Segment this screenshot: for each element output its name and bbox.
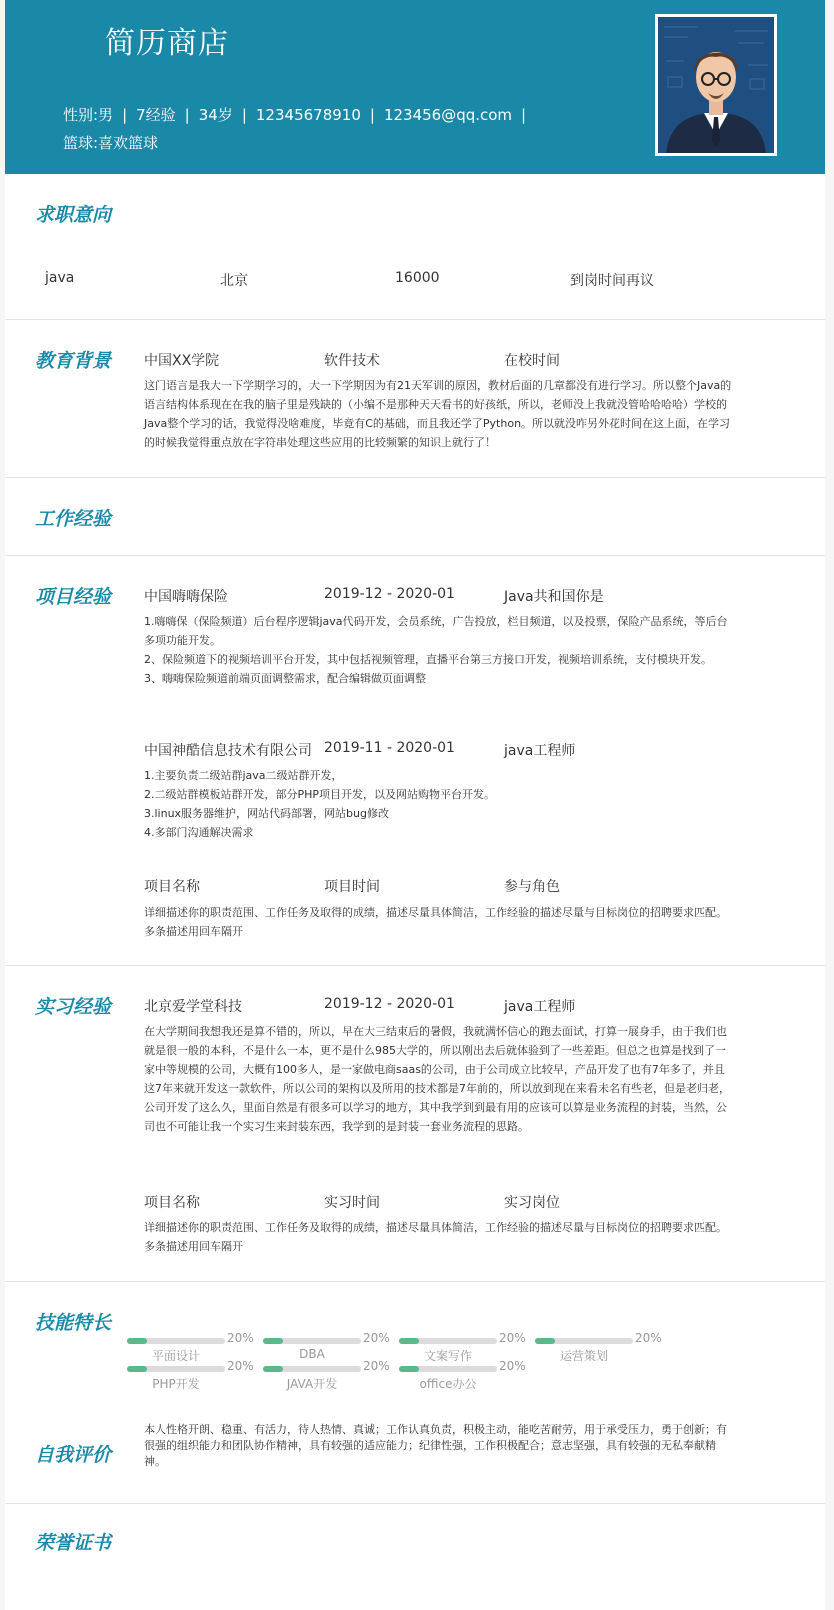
skill-item: [263, 1359, 393, 1392]
self-evaluation-section: [5, 1418, 825, 1504]
separator: |: [184, 106, 190, 124]
avatar-photo: [655, 14, 777, 156]
project-line: 4.多部门沟通解决需求: [144, 826, 254, 839]
skill-progress-track: [263, 1338, 361, 1344]
intent-position: java: [45, 270, 75, 286]
section-title: 自我评价: [35, 1444, 112, 1466]
resume-page: [5, 0, 825, 1610]
project-role: Java共和国你是: [504, 589, 604, 605]
skill-percent: 20%: [363, 1331, 390, 1345]
phone-text: 12345678910: [255, 106, 361, 124]
section-title: 工作经验: [35, 508, 112, 530]
section-title: 项目经验: [35, 586, 112, 608]
skills-section: [5, 1282, 825, 1418]
skill-name: 平面设计: [151, 1349, 200, 1363]
internship-role: java工程师: [504, 999, 576, 1015]
project-line: 3.linux服务器维护，网站代码部署，网站bug修改: [144, 807, 389, 820]
project-line: 1.嗨嗨保（保险频道）后台程序逻辑java代码开发，会员系统，广告投放，栏目频道，以及投票，保险产品系统，等后台多项功能开发。: [144, 615, 728, 647]
skill-name: 文案写作: [423, 1349, 472, 1363]
skill-progress-fill: [127, 1338, 147, 1344]
education-description: 这门语言是我大一下学期学习的，大一下学期因为有21天军训的原因，教材后面的几章都没有进行学习。所以整个Java的语言结构体系现在在我的脑子里是残缺的（小编不是那种天天看书的好孩纸，所以，老师没上我就没管哈哈哈哈）学校的Java整个学习的话，我觉得没啥难度，毕竟有C的基础，而且我还学了Python。所以就没咋另外花时间在这上面，在学习的时候我觉得重点放在字符串处理这些应用的比较频繁的知识上就行了！: [144, 379, 732, 449]
basic-info-line: [63, 104, 535, 125]
section-title: 荣誉证书: [35, 1532, 112, 1554]
skill-percent: 20%: [227, 1359, 254, 1373]
project-line: 1.主要负责二级站群java二级站群开发，: [144, 769, 343, 782]
candidate-name: 简历商店: [105, 26, 229, 61]
self-evaluation-text: 本人性格开朗、稳重、有活力，待人热情、真诚；工作认真负责，积极主动，能吃苦耐劳，用于承受压力，勇于创新；有很强的组织能力和团队协作精神，具有较强的适应能力；纪律性强，工作积极配合；意志坚强，具有较强的无私奉献精神。: [144, 1423, 727, 1468]
separator: |: [122, 106, 128, 124]
skill-progress-track: [127, 1338, 225, 1344]
intent-city: 北京: [220, 273, 248, 289]
hobby-text: 篮球:喜欢篮球: [63, 134, 159, 152]
skill-item: [535, 1331, 665, 1364]
project-role: java工程师: [504, 743, 576, 759]
project-role-placeholder: 参与角色: [504, 879, 560, 895]
skill-name: 运营策划: [559, 1349, 608, 1363]
skill-name: DBA: [299, 1347, 325, 1361]
skill-progress-track: [127, 1366, 225, 1372]
separator: |: [241, 106, 247, 124]
project-line: 详细描述你的职责范围、工作任务及取得的成绩，描述尽量具体简洁，工作经验的描述尽量与目标岗位的招聘要求匹配。多条描述用回车隔开: [144, 906, 727, 938]
project-company: 中国神酷信息技术有限公司: [144, 743, 312, 759]
project-description: [144, 766, 734, 842]
project-line: 3、嗨嗨保险频道前端页面调整需求，配合编辑做页面调整: [144, 672, 426, 685]
project-period: 2019-11 - 2020-01: [324, 740, 455, 756]
skill-progress-track: [263, 1366, 361, 1372]
skill-percent: 20%: [499, 1331, 526, 1345]
skill-progress-fill: [263, 1338, 283, 1344]
intent-arrival: 到岗时间再议: [570, 273, 654, 289]
internship-company: 北京爱学堂科技: [144, 999, 242, 1015]
skill-name: PHP开发: [152, 1377, 200, 1391]
project-description: [144, 612, 734, 688]
honors-section: [5, 1504, 825, 1610]
skill-progress-fill: [127, 1366, 147, 1372]
internship-name-placeholder: 项目名称: [144, 1195, 200, 1211]
skill-percent: 20%: [499, 1359, 526, 1373]
skill-progress-track: [399, 1338, 497, 1344]
resume-header: [5, 0, 825, 174]
skill-name: JAVA开发: [286, 1377, 338, 1391]
study-time: 在校时间: [504, 353, 560, 369]
gender-text: 性别:男: [63, 106, 114, 124]
avatar-illustration: [658, 17, 774, 153]
internship-description: 详细描述你的职责范围、工作任务及取得的成绩，描述尽量具体简洁，工作经验的描述尽量与目标岗位的招聘要求匹配。多条描述用回车隔开: [144, 1221, 727, 1253]
skill-item: [399, 1359, 529, 1392]
skill-percent: 20%: [227, 1331, 254, 1345]
section-title: 求职意向: [35, 204, 112, 226]
intent-salary: 16000: [395, 270, 440, 286]
experience-text: 7经验: [136, 106, 176, 124]
age-text: 34岁: [198, 106, 233, 124]
project-company: 中国嗨嗨保险: [144, 589, 228, 605]
internship-period: 2019-12 - 2020-01: [324, 996, 455, 1012]
section-title: 技能特长: [35, 1312, 112, 1334]
internship-description: 在大学期间我想我还是算不错的，所以，早在大三结束后的暑假，我就满怀信心的跑去面试，打算一展身手，由于我们也就是很一般的本科，不是什么一本，更不是什么985大学的，所以刚出去后就体验到了一些差距。但总之也算是找到了一家中等规模的公司，大概有100多人，是一家做电商saas的公司，由于公司成立比较早，产品开发了也有7年多了，并且这7年来就开发这一款软件，所以公司的架构以及所用的技术都是7年前的，所以放到现在来看未名有些老，但是老归老，公司开发了这么久，里面自然是有很多可以学习的地方，其中我学到到最有用的应该可以算是业务流程的封装，当然，公司也不可能让我一个实习生来封装东西，我学到的是封装一套业务流程的思路。: [144, 1025, 730, 1133]
section-title: 实习经验: [35, 996, 112, 1018]
skill-progress-fill: [399, 1366, 419, 1372]
skill-progress-fill: [399, 1338, 419, 1344]
skill-progress-fill: [535, 1338, 555, 1344]
separator: |: [369, 106, 375, 124]
project-time-placeholder: 项目时间: [324, 879, 380, 895]
major-name: 软件技术: [324, 353, 380, 369]
project-name-placeholder: 项目名称: [144, 879, 200, 895]
work-section: [5, 478, 825, 556]
job-intent-section: [5, 174, 825, 320]
school-name: 中国XX学院: [144, 353, 220, 369]
project-section: [5, 556, 825, 966]
skill-progress-track: [535, 1338, 633, 1344]
skill-progress-track: [399, 1366, 497, 1372]
skill-percent: 20%: [363, 1359, 390, 1373]
skill-percent: 20%: [635, 1331, 662, 1345]
project-line: 2.二级站群模板站群开发，部分PHP项目开发，以及网站购物平台开发。: [144, 788, 496, 801]
skill-item: [127, 1359, 257, 1392]
section-title: 教育背景: [35, 350, 112, 372]
separator: |: [521, 106, 527, 124]
internship-time-placeholder: 实习时间: [324, 1195, 380, 1211]
project-line: 2、保险频道下的视频培训平台开发，其中包括视频管理，直播平台第三方接口开发，视频培训系统，支付模块开发。: [144, 653, 712, 666]
internship-section: [5, 966, 825, 1282]
skill-progress-fill: [263, 1366, 283, 1372]
skill-name: office办公: [419, 1377, 477, 1391]
internship-role-placeholder: 实习岗位: [504, 1195, 560, 1211]
project-description: [144, 903, 734, 941]
project-period: 2019-12 - 2020-01: [324, 586, 455, 602]
education-section: [5, 320, 825, 478]
email-text: 123456@qq.com: [383, 106, 513, 124]
